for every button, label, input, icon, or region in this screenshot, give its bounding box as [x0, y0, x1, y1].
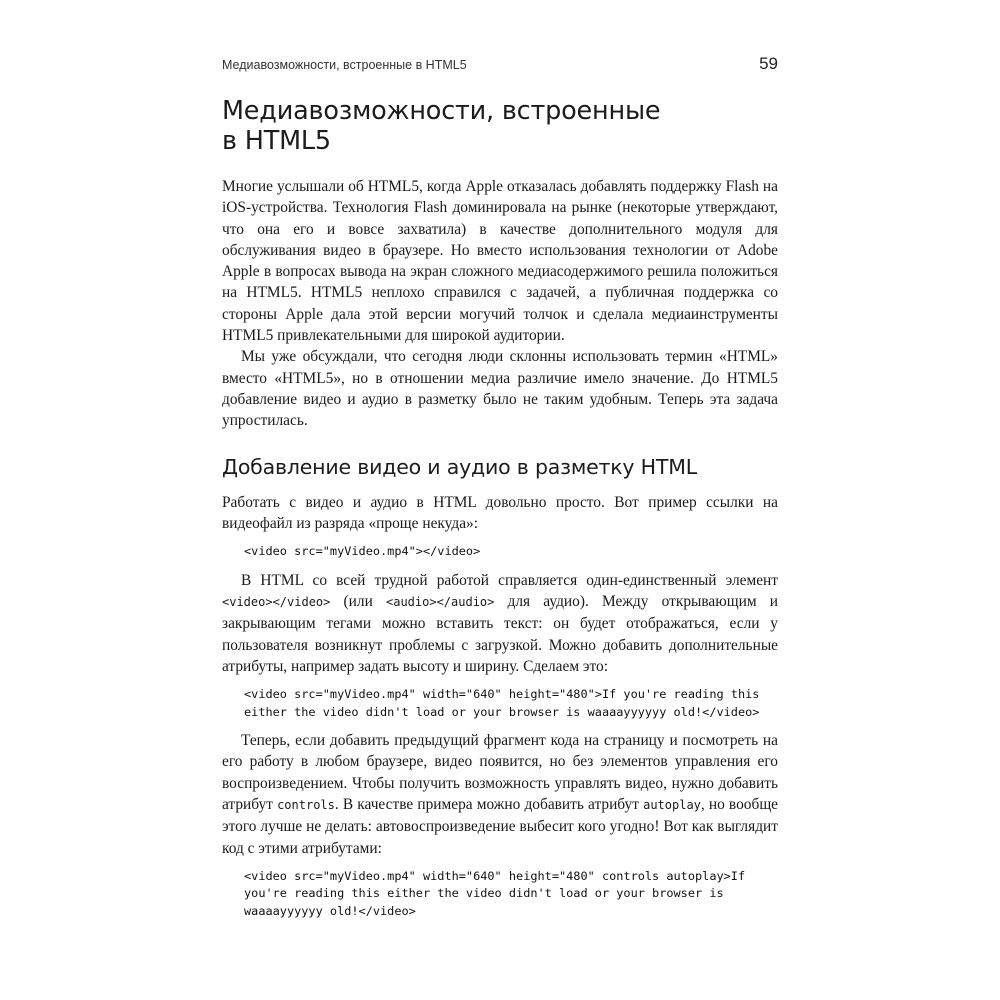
code-example-1 — [244, 543, 778, 561]
inline-code-autoplay: autoplay — [643, 798, 701, 813]
section-paragraph-1: Работать с видео и аудио в HTML довольно просто. Вот пример ссылки на видеофайл из разряда «проще некуда»: — [222, 493, 778, 532]
book-page — [222, 0, 778, 1000]
code-example-3-line-2: you're reading this either the video didn't load or your browser is — [244, 886, 724, 901]
code-example-2 — [244, 686, 778, 721]
code-example-3 — [244, 868, 778, 921]
running-title: Медиавозможности, встроенные в HTML5 — [222, 58, 467, 72]
paragraph-text: . В качестве примера можно добавить атрибут — [334, 796, 644, 814]
code-example-3-line-3: waaaayyyyyy old!</video> — [244, 903, 416, 918]
page-number: 59 — [759, 54, 778, 73]
paragraph-text: В HTML со всей трудной работой справляется один-единственный элемент — [241, 571, 778, 589]
inline-code-video-tag: <video></video> — [222, 594, 331, 609]
chapter-title-line-1: Медиавозможности, встроенные — [222, 96, 661, 126]
paragraph-text: Теперь, если добавить предыдущий фрагмент кода на страницу и посмотреть на его работу в любом браузере, видео появится, но без элементов управления его воспроизведением. Чтобы получить возможность управлять видео, нужно добавить атрибут — [222, 732, 778, 814]
intro-paragraph-2: Мы уже обсуждали, что сегодня люди склонны использовать термин «HTML» вместо «HTML5», но в отношении медиа различие имело значение. До HTML5 добавление видео и аудио в разметку было не таким удобным. Теперь эта задача упростилась. — [222, 348, 778, 430]
section-title: Добавление видео и аудио в разметку HTML — [222, 454, 697, 479]
paragraph-text: (или — [330, 592, 386, 610]
page-content — [222, 96, 778, 929]
chapter-title-line-2: в HTML5 — [222, 126, 331, 156]
code-example-1-line-1: <video src="myVideo.mp4"></video> — [244, 544, 481, 559]
code-example-2-line-1: <video src="myVideo.mp4" width="640" height="480">If you're reading this — [244, 687, 760, 702]
intro-paragraph-1: Многие услышали об HTML5, когда Apple отказалась добавлять поддержку Flash на iOS-устройства. Технология Flash доминировала на рынке (некоторые утверждают, что она его и вовсе захватила) в качестве дополнительного модуля для обслуживания видео в браузере. Но вместо использования технологии от Adobe Apple в вопросах вывода на экран сложного медиасодержимого решила положиться на HTML5. HTML5 неплохо справился с задачей, а публичная поддержка со стороны Apple дала этой версии могучий толчок и сделала медиаинструменты HTML5 привлекательными для широкой аудитории. — [222, 178, 778, 345]
section-paragraph-2 — [222, 570, 778, 677]
section-paragraph-3 — [222, 730, 778, 859]
paragraph-text: для аудио). Между открывающим и закрывающим тегами можно вставить текст: он будет отображаться, если у пользователя возникнут проблемы с загрузкой. Можно добавить дополнительные атрибуты, например задать высоту и ширину. Сделаем это: — [222, 592, 778, 675]
inline-code-audio-tag: <audio></audio> — [386, 594, 495, 609]
inline-code-controls: controls — [277, 798, 335, 813]
running-header — [222, 56, 778, 76]
paragraph-text: , но вообще этого лучше не делать: автовоспроизведение выбесит кого угодно! Вот как выглядит код с этими атрибутами: — [222, 796, 778, 857]
code-example-3-line-1: <video src="myVideo.mp4" width="640" height="480" controls autoplay>If — [244, 868, 746, 883]
chapter-title — [222, 96, 778, 156]
code-example-2-line-2: either the video didn't load or your browser is waaaayyyyyy old!</video> — [244, 704, 760, 719]
